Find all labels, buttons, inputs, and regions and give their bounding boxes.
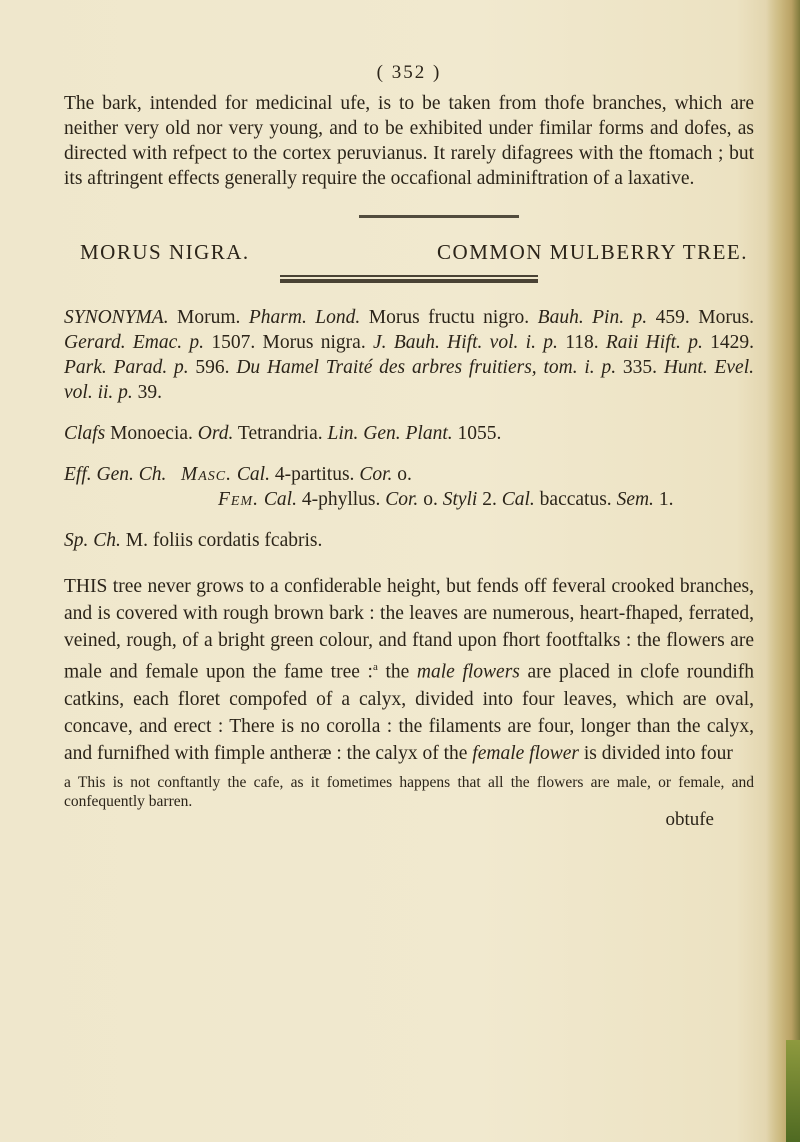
sp-text: M. foliis cordatis fcabris. — [125, 530, 323, 551]
genus-ref-label: Lin. Gen. Plant. — [327, 423, 453, 444]
heading-common-name: COMMON MULBERRY TREE. — [437, 240, 748, 264]
syn-ref: Hunt. Evel. vol. ii. p. — [64, 357, 754, 403]
genus-ref-value: 1055. — [457, 423, 502, 444]
description-text: are placed in clofe roundifh catkins, each floret compofed of a calyx, divided into four leaves, which are oval, concave, and erect : There is no corolla : the filaments are four, longer than the calyx, and furnifhed with fimple antheræ : the calyx of the — [64, 661, 755, 764]
specific-character — [64, 528, 754, 553]
syn-text: Morum. — [177, 307, 241, 328]
masc-label: Masc. — [181, 464, 233, 485]
syn-ref: Gerard. Emac. p. — [64, 332, 205, 353]
page-edge-stain — [786, 1040, 800, 1142]
page-number: ( 352 ) — [376, 62, 442, 83]
footnote-marker: a — [372, 661, 378, 673]
fem-cal-value: 4-phyllus. — [301, 489, 381, 510]
fem-sem-value: 1. — [658, 489, 674, 510]
fem-cal2-value: baccatus. — [539, 489, 612, 510]
syn-text: 596. — [195, 357, 230, 378]
fem-cor-label: Cor. — [385, 489, 419, 510]
fem-cal2-label: Cal. — [501, 489, 535, 510]
sp-label: Sp. Ch. — [64, 530, 121, 551]
fem-line — [64, 487, 754, 512]
syn-text: 118. — [565, 332, 599, 353]
syn-text: Morus fructu nigro. — [368, 307, 530, 328]
footnote: a This is not conftantly the cafe, as it fometimes happens that all the flowers are male, or female, and confequently barren. — [64, 773, 754, 810]
fem-label: Fem. — [218, 489, 260, 510]
synonyma-paragraph — [64, 305, 754, 405]
heading-rule-thin — [280, 275, 538, 277]
section-heading — [80, 240, 748, 265]
classification-line — [64, 421, 754, 446]
order-value: Tetrandria. — [237, 423, 323, 444]
eff-label: Eff. Gen. Ch. — [64, 464, 167, 485]
fem-sem-label: Sem. — [616, 489, 654, 510]
description-paragraph — [64, 573, 754, 767]
decorative-rule-top — [359, 215, 519, 218]
syn-ref: Du Hamel Traité des arbres fruitiers, tom. i. p. — [236, 357, 617, 378]
catchword: obtufe — [665, 808, 714, 830]
heading-latin-name: MORUS NIGRA. — [80, 240, 250, 264]
fem-cal-label: Cal. — [263, 489, 297, 510]
order-label: Ord. — [197, 423, 234, 444]
syn-ref: Pharm. Lond. — [248, 307, 361, 328]
heading-rule-thick — [280, 279, 538, 283]
syn-ref: Raii Hift. p. — [605, 332, 703, 353]
description-text: the — [377, 661, 417, 683]
page-edge-shadow — [766, 0, 800, 1142]
class-label: Clafs — [64, 423, 106, 444]
description-text: THIS tree never grows to a confiderable height, but fends off feveral crooked branches, and is covered with rough brown bark : the leaves are numerous, heart-fhaped, ferrated, veined, rough, of a bright green colour, and ftand upon fhort footftalks : the flowers are male and female upon the fame tree : — [64, 576, 754, 683]
syn-ref: Park. Parad. p. — [64, 357, 189, 378]
masc-cal-label: Cal. — [236, 464, 270, 485]
syn-text: 335. — [622, 357, 658, 378]
class-value: Monoecia. — [110, 423, 193, 444]
syn-text: 39. — [137, 382, 163, 403]
masc-cor-label: Cor. — [359, 464, 393, 485]
essential-character — [64, 462, 754, 512]
syn-text: 1429. — [710, 332, 754, 353]
syn-ref: Bauh. Pin. p. — [537, 307, 648, 328]
opening-paragraph: The bark, intended for medicinal ufe, is to be taken from thofe branches, which are neither very old nor very young, and to be exhibited under fimilar forms and dofes, as directed with refpect to the cortex peruvianus. It rarely difagrees with the ftomach ; but its aftringent effects generally require the occafional adminiftration of a laxative. — [64, 93, 754, 189]
masc-cal-value: 4-partitus. — [274, 464, 355, 485]
fem-styli-label: Styli — [442, 489, 478, 510]
masc-cor-value: o. — [397, 464, 412, 485]
syn-ref: J. Bauh. Hift. vol. i. p. — [373, 332, 558, 353]
male-flowers-term: male flowers — [416, 661, 520, 683]
syn-text: 1507. Morus nigra. — [211, 332, 366, 353]
fem-cor-value: o. — [423, 489, 438, 510]
female-flower-term: female flower — [472, 742, 579, 764]
description-text: is divided into four — [579, 742, 733, 764]
syn-text: 459. Morus. — [655, 307, 755, 328]
synonyma-label: SYNONYMA. — [64, 307, 169, 328]
masc-line — [64, 462, 754, 487]
fem-styli-value: 2. — [482, 489, 497, 510]
page-content — [64, 60, 754, 832]
